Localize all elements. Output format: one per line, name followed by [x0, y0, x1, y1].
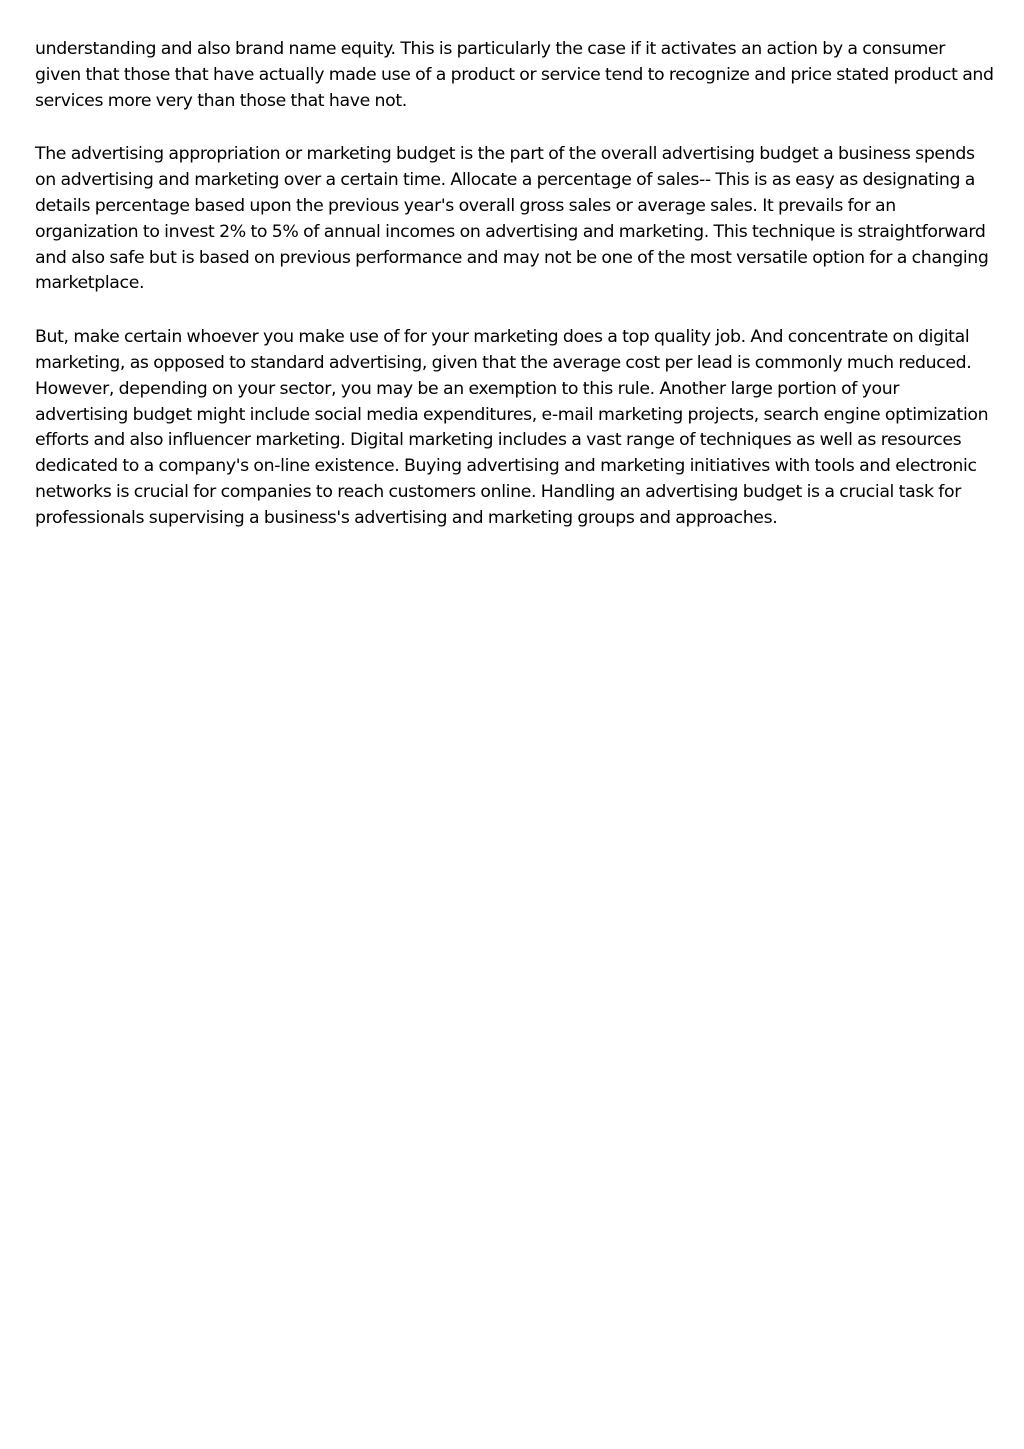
- paragraph-advertising-appropriation: The advertising appropriation or marketing budget is the part of the overall advertising budget a business spends on advertising and marketing over a certain time. Allocate a percentage of sales-- This is as easy as designating a details percentage based upon the previous year's overall gross sales or average sales. It prevails for an organization to invest 2% to 5% of annual incomes on advertising and marketing. This technique is straightforward and also safe but is based on previous performance and may not be one of the most versatile option for a changing marketplace.: [35, 144, 989, 294]
- paragraph-brand-equity: understanding and also brand name equity. This is particularly the case if it activates an action by a consumer given that those that have actually made use of a product or service tend to recognize and price stated product and services more very than those that have not.: [35, 39, 994, 111]
- document-page: [35, 37, 995, 560]
- paragraph-digital-marketing: But, make certain whoever you make use of for your marketing does a top quality job. And concentrate on digital marketing, as opposed to standard advertising, given that the average cost per lead is commonly much reduced. However, depending on your sector, you may be an exemption to this rule. Another large portion of your advertising budget might include social media expenditures, e-mail marketing projects, search engine optimization efforts and also influencer marketing. Digital marketing includes a vast range of techniques as well as resources dedicated to a company's on-line existence. Buying advertising and marketing initiatives with tools and electronic networks is crucial for companies to reach customers online. Handling an advertising budget is a crucial task for professionals supervising a business's advertising and marketing groups and approaches.: [35, 327, 989, 528]
